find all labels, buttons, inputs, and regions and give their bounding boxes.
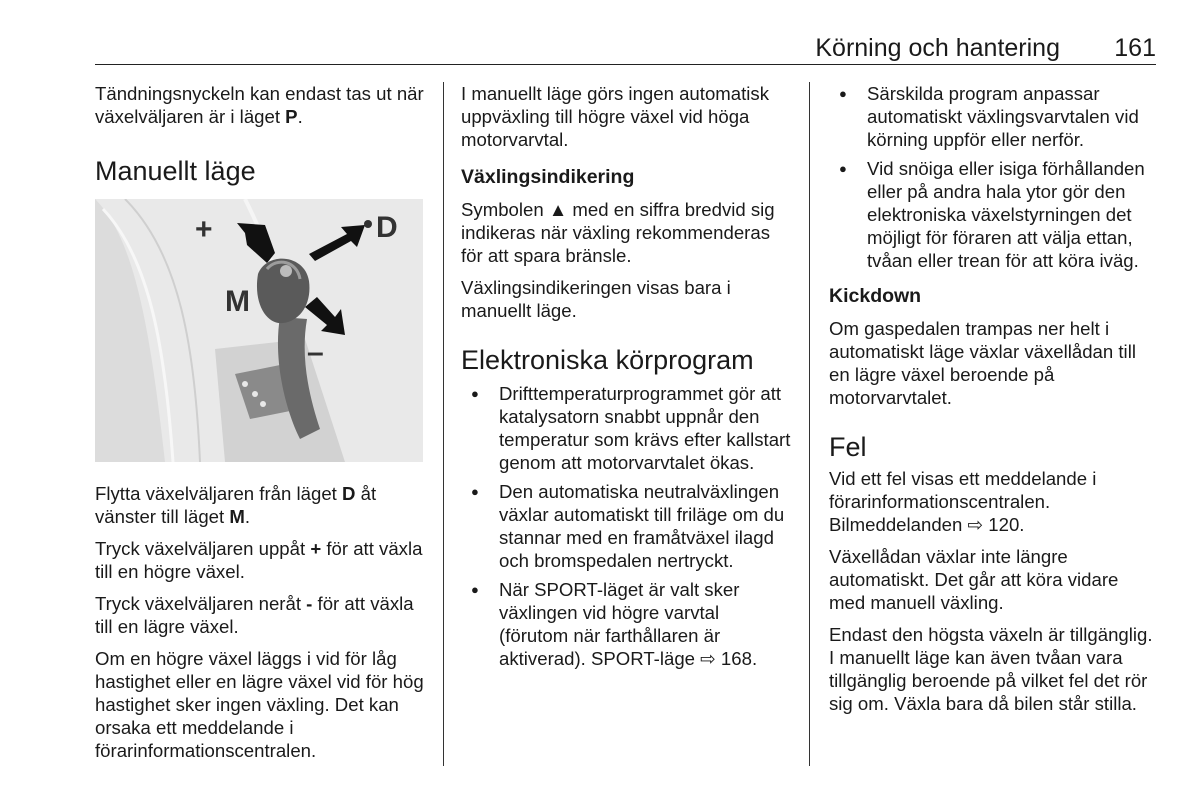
heading-manual-mode: Manuellt läge xyxy=(95,156,256,186)
page-number: 161 xyxy=(1114,34,1156,62)
column-3 xyxy=(829,82,1159,724)
move-lever-paragraph: Flytta växelväljaren från läget D åt vänster till läget M. xyxy=(95,483,377,527)
header-rule xyxy=(95,64,1156,65)
column-divider-2 xyxy=(809,82,810,766)
fault-highest-gear-paragraph: Endast den högsta växeln är tillgänglig. I manuellt läge kan även tvåan vara tillgänglig beroende på vilket fel det rör sig om. Växla bara då bilen står stilla. xyxy=(829,624,1153,714)
gear-lever-illustration xyxy=(95,199,423,462)
column-divider-1 xyxy=(443,82,444,766)
no-shift-paragraph: Om en högre växel läggs i vid för låg hastighet eller en lägre växel vid för hög hastighet sker ingen växling. Det kan orsaka ett meddelande i förarinformationscentralen. xyxy=(95,648,424,761)
heading-shift-indication: Växlingsindikering xyxy=(461,166,635,188)
list-item: ● När SPORT-läget är valt sker växlingen vid högre varvtal (förutom när farthållaren är aktiverad). SPORT-läge ⇨ 168. xyxy=(461,578,791,670)
list-item: ● Den automatiska neutralväxlingen växlar automatiskt till friläge om du stannar med en framåtväxel ilagd och bromspedalen nertryckt. xyxy=(461,480,791,572)
list-item: ● Drifttemperaturprogrammet gör att katalysatorn snabbt uppnår den temperatur som krävs efter kallstart genom att motorvarvtalet ökas. xyxy=(461,382,791,474)
column-1 xyxy=(95,82,425,771)
minus-label: – xyxy=(307,336,324,369)
running-header-title: Körning och hantering xyxy=(815,34,1060,62)
heading-kickdown: Kickdown xyxy=(829,285,922,307)
push-down-paragraph: Tryck växelväljaren neråt - för att växla till en lägre växel. xyxy=(95,593,414,637)
fault-manual-paragraph: Växellådan växlar inte längre automatiskt. Det går att köra vidare med manuell växling. xyxy=(829,546,1119,613)
push-up-paragraph: Tryck växelväljaren uppåt + för att växla till en högre växel. xyxy=(95,538,423,582)
plus-label: + xyxy=(195,213,213,246)
programs-list-continued xyxy=(829,82,1159,272)
kickdown-paragraph: Om gaspedalen trampas ner helt i automatiskt läge växlar växellådan till en lägre växel beroende på motorvarvtalet. xyxy=(829,318,1136,408)
no-upshift-paragraph: I manuellt läge görs ingen automatisk uppväxling till högre växel vid höga motorvarvtal. xyxy=(461,83,770,150)
d-label: D xyxy=(376,211,398,244)
m-label: M xyxy=(225,285,250,318)
fault-message-paragraph: Vid ett fel visas ett meddelande i förarinformationscentralen. Bilmeddelanden ⇨ 120. xyxy=(829,468,1097,535)
list-item: ● Särskilda program anpassar automatiskt växlingsvarvtalen vid körning uppför eller nerför. xyxy=(829,82,1159,151)
heading-electronic-programs: Elektroniska körprogram xyxy=(461,345,754,375)
column-2 xyxy=(461,82,791,676)
list-item: ● Vid snöiga eller isiga förhållanden eller på andra hala ytor gör den elektroniska växelstyrningen det möjligt för föraren att välja ettan, tvåan eller trean för att köra iväg. xyxy=(829,157,1159,272)
shift-indication-manual-paragraph: Växlingsindikeringen visas bara i manuellt läge. xyxy=(461,277,731,321)
ignition-key-paragraph: Tändningsnyckeln kan endast tas ut när växelväljaren är i läget P. xyxy=(95,83,424,127)
heading-fault: Fel xyxy=(829,432,867,462)
shift-symbol-paragraph: Symbolen ▲ med en siffra bredvid sig indikeras när växling rekommenderas för att spara bränsle. xyxy=(461,199,775,266)
programs-list xyxy=(461,382,791,670)
